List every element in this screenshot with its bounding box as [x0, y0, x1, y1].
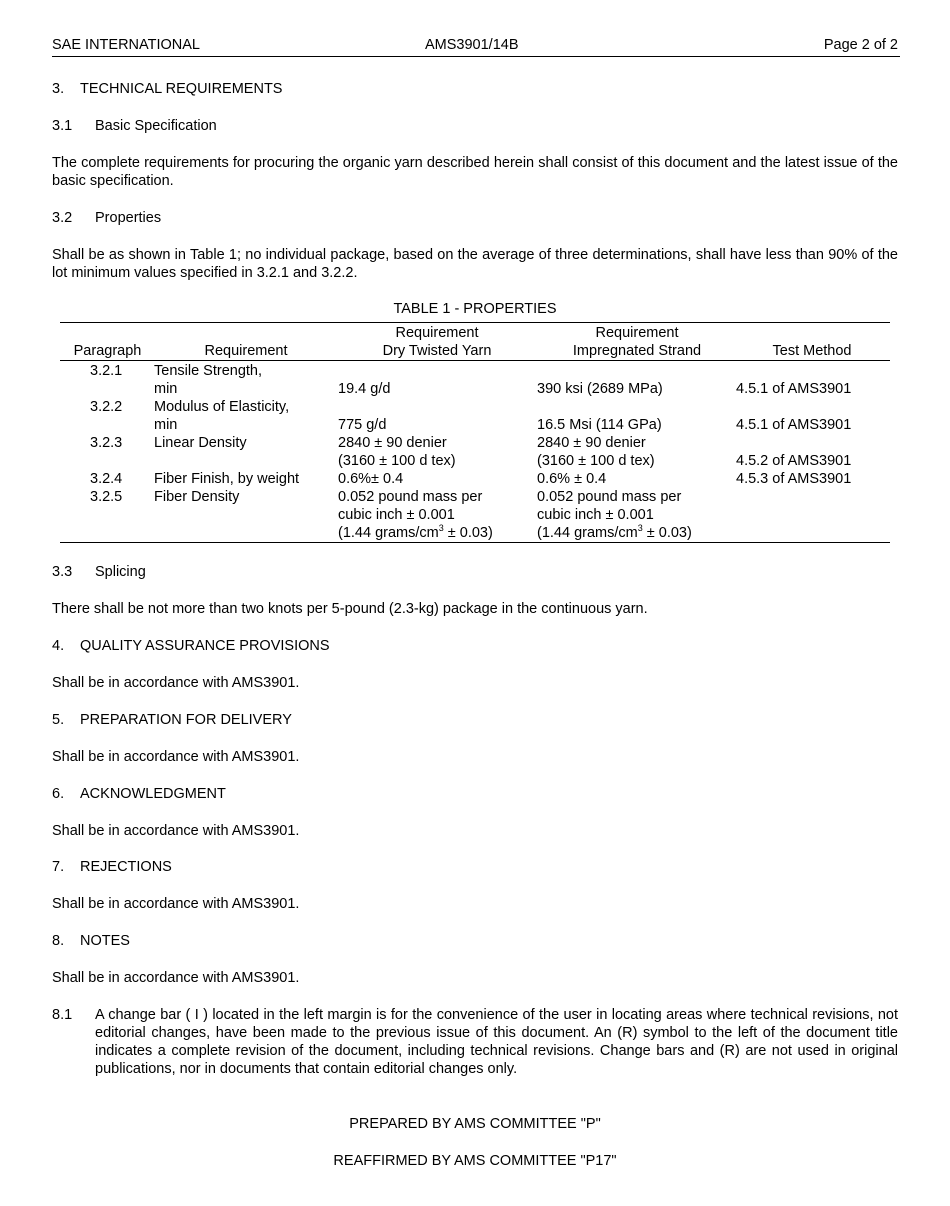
row-test-method: 4.5.1 of AMS3901 — [736, 381, 852, 397]
imp-metric-text: (1.44 grams/cm — [537, 525, 638, 541]
row-impregnated-value-cont: (3160 ± 100 d tex) — [537, 453, 655, 469]
table-header-impregnated-line1: Requirement — [595, 325, 679, 341]
header-doc-id: AMS3901/14B — [425, 37, 519, 53]
section-8-text: Shall be in accordance with AMS3901. — [52, 970, 300, 986]
section-6-title: ACKNOWLEDGMENT — [80, 786, 226, 802]
imp-metric-exponent: 3 — [637, 523, 643, 534]
reaffirmed-by: REAFFIRMED BY AMS COMMITTEE "P17" — [333, 1153, 617, 1169]
row-paragraph: 3.2.5 — [90, 489, 123, 505]
section-7-number: 7. — [52, 859, 65, 875]
row-paragraph: 3.2.4 — [90, 471, 123, 487]
section-5-text: Shall be in accordance with AMS3901. — [52, 749, 300, 765]
header-org: SAE INTERNATIONAL — [52, 37, 200, 53]
dry-metric-text: (1.44 grams/cm — [338, 525, 439, 541]
section-3-number: 3. — [52, 81, 65, 97]
section-8-1-number: 8.1 — [52, 1007, 73, 1023]
section-6-text: Shall be in accordance with AMS3901. — [52, 823, 300, 839]
section-4-title: QUALITY ASSURANCE PROVISIONS — [80, 638, 330, 654]
row-requirement-cont: min — [154, 381, 178, 397]
header-page-number: Page 2 of 2 — [823, 37, 898, 53]
table-header-requirement: Requirement — [204, 343, 288, 359]
section-3-1-text: The complete requirements for procuring the organic yarn described herein shall consist of this document and the latest issue of the basic specification. — [52, 155, 898, 189]
row-test-method: 4.5.3 of AMS3901 — [736, 471, 852, 487]
row-requirement: Tensile Strength, — [154, 363, 263, 379]
table-header-test-method: Test Method — [772, 343, 852, 359]
row-requirement-cont: min — [154, 417, 178, 433]
imp-metric-tolerance: ± 0.03) — [642, 525, 692, 541]
section-3-3-title: Splicing — [95, 564, 146, 580]
row-dry-value: 19.4 g/d — [338, 381, 391, 397]
row-dry-value-metric — [338, 524, 493, 542]
section-6-number: 6. — [52, 786, 65, 802]
row-requirement: Modulus of Elasticity, — [154, 399, 290, 415]
row-paragraph: 3.2.3 — [90, 435, 123, 451]
section-3-2-text: Shall be as shown in Table 1; no individual package, based on the average of three determinations, shall have less than 90% of the lot minimum values specified in 3.2.1 and 3.2.2. — [52, 247, 898, 281]
row-dry-value: 0.6%± 0.4 — [338, 471, 404, 487]
dry-metric-exponent: 3 — [438, 523, 444, 534]
header-rule — [52, 56, 900, 57]
table-header-rule — [60, 360, 890, 361]
dry-metric-tolerance: ± 0.03) — [443, 525, 493, 541]
section-4-text: Shall be in accordance with AMS3901. — [52, 675, 300, 691]
row-dry-value-cont: (3160 ± 100 d tex) — [338, 453, 456, 469]
row-impregnated-value: 2840 ± 90 denier — [537, 435, 646, 451]
row-impregnated-value: 0.6% ± 0.4 — [537, 471, 607, 487]
row-dry-value: 0.052 pound mass per — [338, 489, 483, 505]
table-bottom-rule — [60, 542, 890, 543]
row-impregnated-value: 390 ksi (2689 MPa) — [537, 381, 663, 397]
section-4-number: 4. — [52, 638, 65, 654]
table-header-dry-line1: Requirement — [395, 325, 479, 341]
row-test-method: 4.5.2 of AMS3901 — [736, 453, 852, 469]
section-3-3-text: There shall be not more than two knots per 5-pound (2.3-kg) package in the continuous yarn. — [52, 601, 648, 617]
row-test-method: 4.5.1 of AMS3901 — [736, 417, 852, 433]
row-impregnated-value-cont: cubic inch ± 0.001 — [537, 507, 654, 523]
row-impregnated-value-metric — [537, 524, 692, 542]
table-header-paragraph: Paragraph — [73, 343, 142, 359]
section-3-2-number: 3.2 — [52, 210, 73, 226]
section-3-2-title: Properties — [95, 210, 162, 226]
section-3-1-number: 3.1 — [52, 118, 73, 134]
row-requirement: Fiber Finish, by weight — [154, 471, 300, 487]
row-dry-value: 775 g/d — [338, 417, 387, 433]
table-header-impregnated-line2: Impregnated Strand — [572, 343, 702, 359]
row-dry-value-cont: cubic inch ± 0.001 — [338, 507, 455, 523]
table-title: TABLE 1 - PROPERTIES — [393, 301, 557, 317]
section-3-title: TECHNICAL REQUIREMENTS — [80, 81, 283, 97]
section-3-3-number: 3.3 — [52, 564, 73, 580]
section-8-title: NOTES — [80, 933, 130, 949]
section-5-title: PREPARATION FOR DELIVERY — [80, 712, 292, 728]
row-paragraph: 3.2.2 — [90, 399, 123, 415]
table-header-dry-line2: Dry Twisted Yarn — [382, 343, 492, 359]
section-8-number: 8. — [52, 933, 65, 949]
row-requirement: Linear Density — [154, 435, 247, 451]
row-impregnated-value: 16.5 Msi (114 GPa) — [537, 417, 662, 433]
section-3-1-title: Basic Specification — [95, 118, 217, 134]
section-7-title: REJECTIONS — [80, 859, 172, 875]
section-8-1-text: A change bar ( I ) located in the left margin is for the convenience of the user in locating areas where technical revisions, not editorial changes, have been made to the previous issue of this document. An (R) symbol to the left of the document title indicates a complete revision of the document, including technical revisions. Change bars and (R) are not used in original publications, nor in documents that contain editorial changes only. — [95, 1007, 898, 1077]
row-paragraph: 3.2.1 — [90, 363, 123, 379]
section-7-text: Shall be in accordance with AMS3901. — [52, 896, 300, 912]
prepared-by: PREPARED BY AMS COMMITTEE "P" — [349, 1116, 601, 1132]
section-5-number: 5. — [52, 712, 65, 728]
row-impregnated-value: 0.052 pound mass per — [537, 489, 682, 505]
row-requirement: Fiber Density — [154, 489, 240, 505]
table-top-rule — [60, 322, 890, 323]
row-dry-value: 2840 ± 90 denier — [338, 435, 447, 451]
